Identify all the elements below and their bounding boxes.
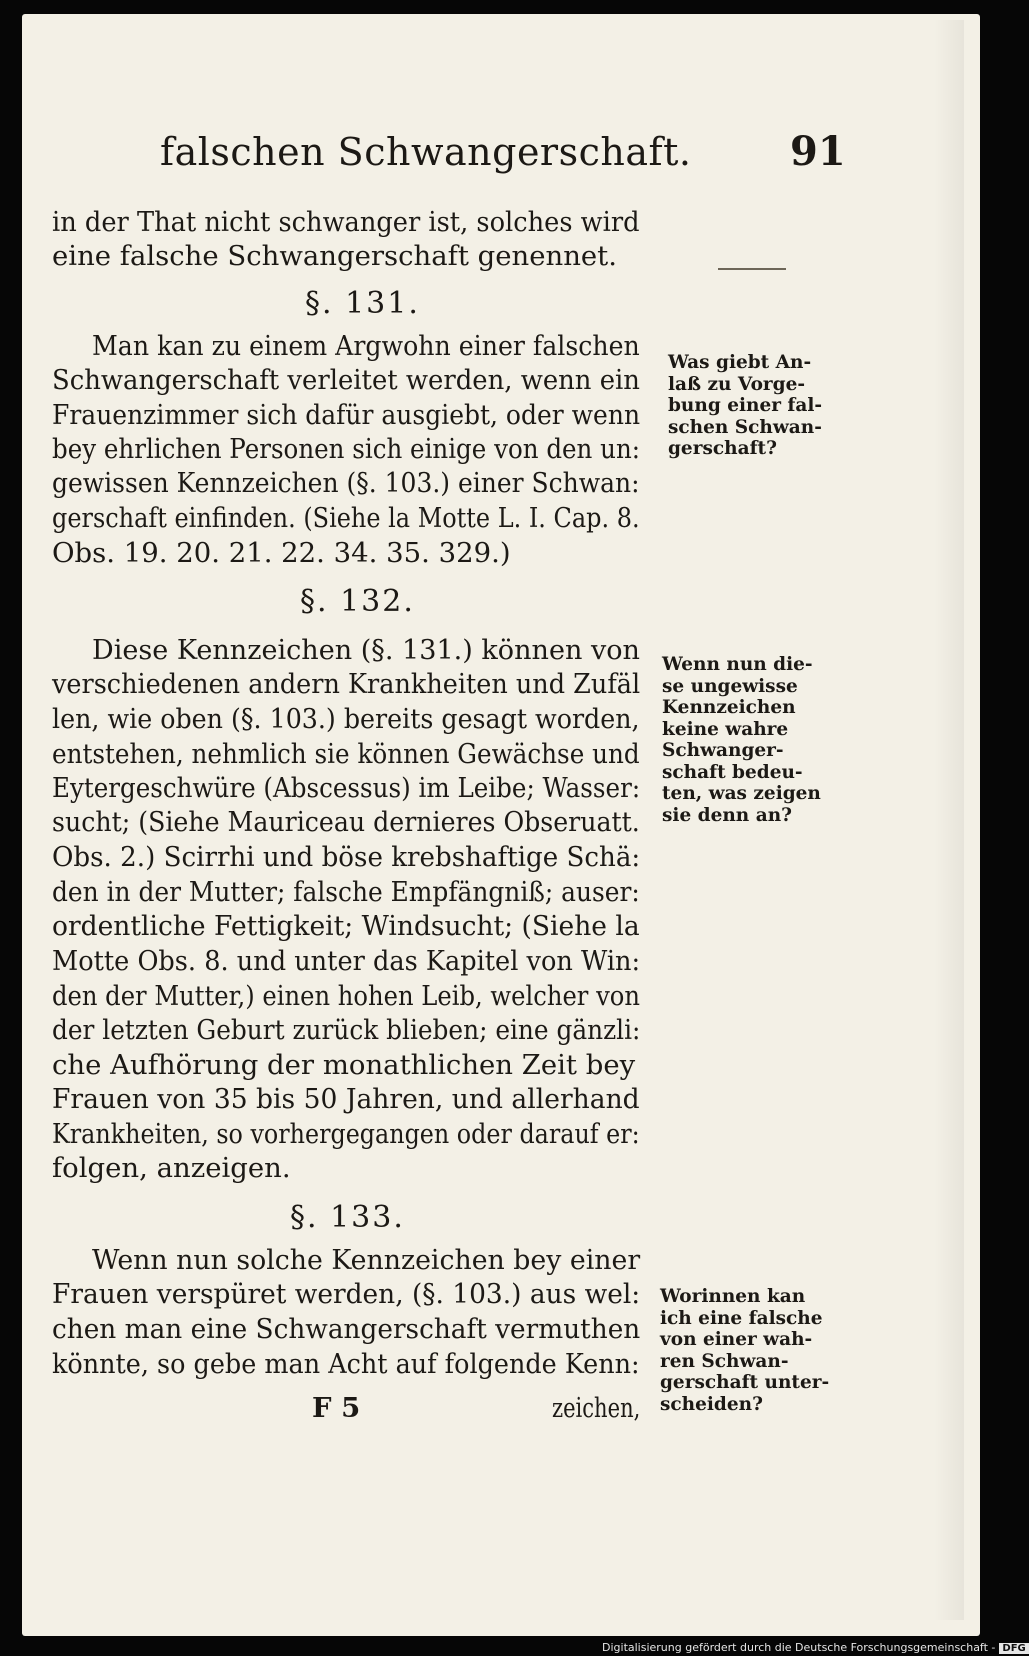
margin-note: [662, 654, 821, 826]
body-line: folgen, anzeigen.: [52, 1152, 291, 1184]
body-line: ordentliche Fettigkeit; Windsucht; (Siehe la: [52, 910, 640, 942]
margin-note-line: scheiden?: [660, 1393, 763, 1415]
section-heading: §. 133.: [290, 1200, 405, 1235]
body-line: Krankheiten, so vorhergegangen oder darauf er:: [52, 1118, 640, 1150]
ornament-dash: [718, 268, 786, 270]
body-line: sucht; (Siehe Mauriceau dernieres Obseruatt.: [52, 806, 640, 838]
body-line: könnte, so gebe man Acht auf folgende Kenn:: [52, 1348, 640, 1380]
margin-note-line: Wenn nun die-: [662, 654, 813, 675]
section-heading: §. 131.: [305, 286, 420, 321]
body-line: Wenn nun solche Kennzeichen bey einer: [92, 1244, 641, 1276]
digitization-credit: [602, 1641, 1029, 1654]
margin-note-line: sie denn an?: [662, 804, 792, 826]
margin-note-line: bung einer fal-: [668, 395, 823, 416]
body-line: Frauenzimmer sich dafür ausgiebt, oder wenn: [52, 399, 641, 431]
margin-note-line: ren Schwan-: [660, 1350, 789, 1372]
body-line: Diese Kennzeichen (§. 131.) können von: [92, 634, 640, 666]
section-heading: §. 132.: [300, 584, 415, 619]
margin-note-line: gerschaft unter-: [660, 1372, 830, 1393]
margin-note-line: ten, was zeigen: [662, 783, 821, 804]
body-line: bey ehrlichen Personen sich einige von den un:: [52, 433, 641, 465]
body-line: verschiedenen andern Krankheiten und Zufäl: [52, 668, 641, 700]
margin-note-line: Was giebt An-: [668, 352, 812, 373]
margin-note-line: von einer wah-: [660, 1329, 813, 1350]
margin-note-line: schaft bedeu-: [662, 761, 803, 783]
margin-note: [660, 1286, 829, 1415]
body-line: Frauen von 35 bis 50 Jahren, und allerhand: [52, 1083, 640, 1115]
margin-note-line: Worinnen kan: [660, 1286, 806, 1307]
footer-text: Digitalisierung gefördert durch die Deutsche Forschungsgemeinschaft -: [602, 1641, 996, 1654]
body-line: len, wie oben (§. 103.) bereits gesagt worden,: [52, 703, 640, 735]
margin-note-line: ich eine falsche: [660, 1307, 823, 1329]
body-line: Obs. 19. 20. 21. 22. 34. 35. 329.): [52, 537, 511, 569]
body-line: eine falsche Schwangerschaft genennet.: [52, 240, 617, 272]
body-line: Motte Obs. 8. und unter das Kapitel von Win:: [52, 945, 641, 977]
signature-mark: F 5: [312, 1392, 361, 1424]
margin-note-line: Schwanger-: [662, 740, 784, 761]
dfg-logo: DFG: [999, 1643, 1028, 1654]
body-line: Man kan zu einem Argwohn einer falschen: [92, 330, 640, 362]
margin-note-line: Kennzeichen: [662, 697, 796, 718]
catchword: zeichen,: [552, 1392, 641, 1424]
body-line: chen man eine Schwangerschaft vermuthen: [52, 1313, 641, 1345]
margin-note: [668, 352, 822, 460]
body-line: Obs. 2.) Scirrhi und böse krebshaftige Schä:: [52, 841, 641, 873]
running-title: falschen Schwangerschaft.: [160, 130, 692, 174]
body-line: Frauen verspüret werden, (§. 103.) aus wel:: [52, 1278, 641, 1310]
body-line: gerschaft einfinden. (Siehe la Motte L. I. Cap. 8.: [52, 502, 640, 534]
margin-note-line: schen Schwan-: [668, 416, 822, 438]
margin-note-line: keine wahre: [662, 718, 789, 740]
margin-note-line: se ungewisse: [662, 675, 798, 697]
body-line: che Aufhörung der monathlichen Zeit bey: [52, 1049, 636, 1081]
body-line: der letzten Geburt zurück blieben; eine gänzli:: [52, 1014, 641, 1046]
page-edge-shadow: [934, 20, 964, 1620]
body-line: Schwangerschaft verleitet werden, wenn ein: [52, 364, 640, 396]
margin-note-line: gerschaft?: [668, 438, 777, 459]
body-line: den der Mutter,) einen hohen Leib, welcher von: [52, 980, 640, 1012]
body-line: gewissen Kennzeichen (§. 103.) einer Schwan:: [52, 467, 640, 499]
page-number: 91: [790, 128, 846, 175]
body-line: den in der Mutter; falsche Empfängniß; auser:: [52, 876, 640, 908]
margin-note-line: laß zu Vorge-: [668, 373, 806, 395]
body-line: entstehen, nehmlich sie können Gewächse und: [52, 738, 640, 770]
body-line: Eytergeschwüre (Abscessus) im Leibe; Wasser:: [52, 772, 641, 804]
body-line: in der That nicht schwanger ist, solches wird: [52, 206, 640, 238]
